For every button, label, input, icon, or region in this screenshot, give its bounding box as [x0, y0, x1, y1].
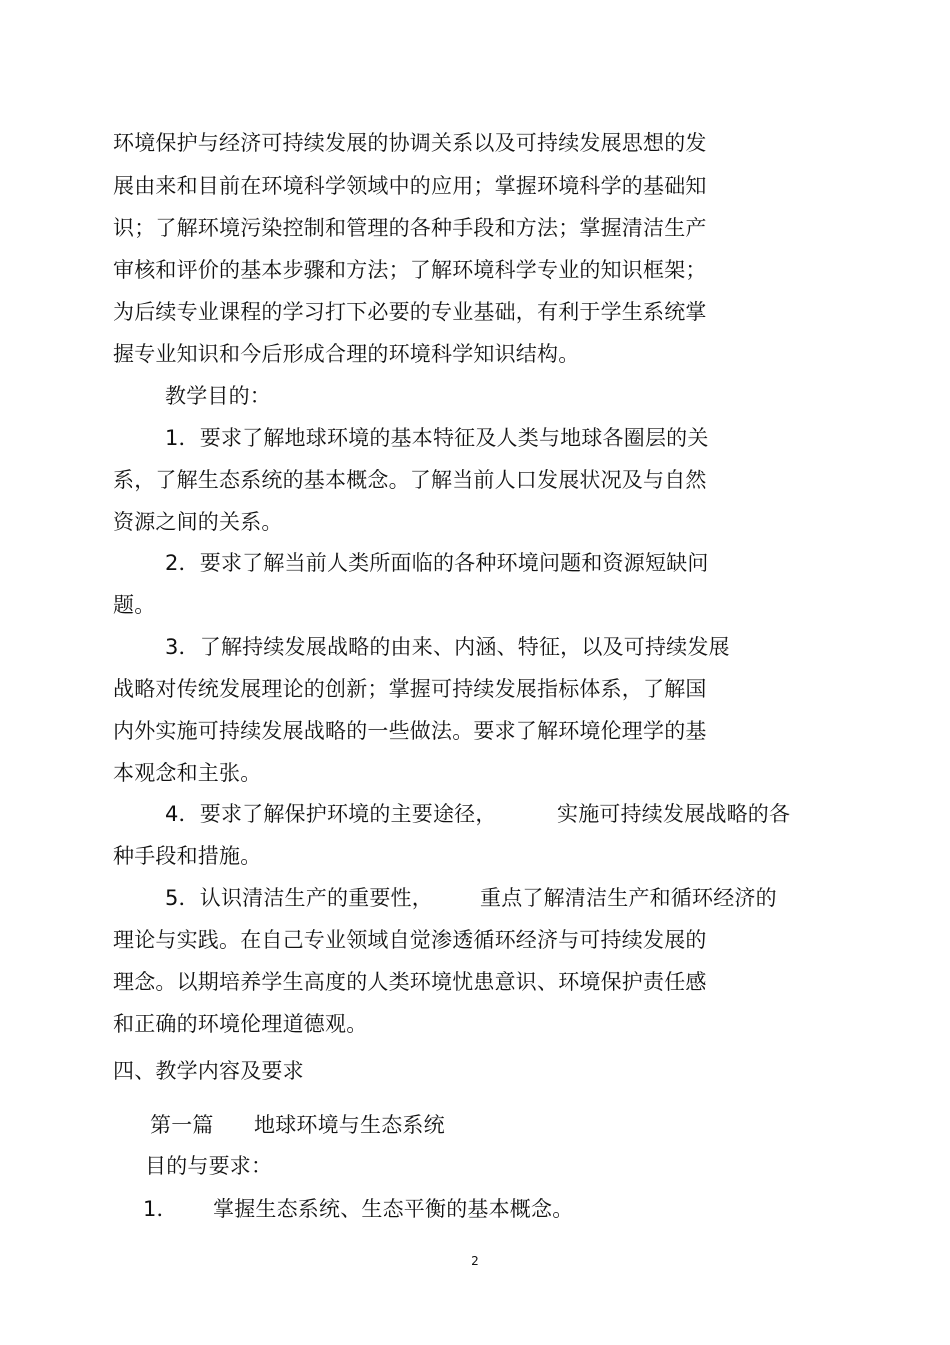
objective-1-line-3: 资源之间的关系。 — [113, 510, 283, 534]
goal-1-number: 1． — [143, 1197, 178, 1221]
part-one-title: 地球环境与生态系统 — [254, 1113, 445, 1137]
intro-line-5: 为后续专业课程的学习打下必要的专业基础，有利于学生系统掌 — [113, 300, 707, 324]
section-heading: 四、教学内容及要求 — [113, 1059, 304, 1083]
objective-2-line-2: 题。 — [113, 593, 156, 617]
objective-5-line-1-part-a: 5．认识清洁生产的重要性， — [165, 886, 433, 910]
objective-4-line-1-part-b: 实施可持续发展战略的各 — [557, 802, 791, 826]
part-one-label: 第一篇 — [150, 1113, 214, 1137]
objective-3-line-4: 本观念和主张。 — [113, 761, 262, 785]
intro-line-1: 环境保护与经济可持续发展的协调关系以及可持续发展思想的发 — [113, 131, 707, 155]
goal-1-text: 掌握生态系统、生态平衡的基本概念。 — [213, 1197, 574, 1221]
intro-line-6: 握专业知识和今后形成合理的环境科学知识结构。 — [113, 342, 580, 366]
intro-line-4: 审核和评价的基本步骤和方法；了解环境科学专业的知识框架； — [113, 258, 707, 282]
objective-2-line-1: 2．要求了解当前人类所面临的各种环境问题和资源短缺问 — [165, 551, 709, 575]
objective-5-line-4: 和正确的环境伦理道德观。 — [113, 1012, 368, 1036]
objective-1-line-1: 1．要求了解地球环境的基本特征及人类与地球各圈层的关 — [165, 426, 709, 450]
intro-line-2: 展由来和目前在环境科学领域中的应用；掌握环境科学的基础知 — [113, 174, 707, 198]
objective-3-line-3: 内外实施可持续发展战略的一些做法。要求了解环境伦理学的基 — [113, 719, 707, 743]
goals-heading: 目的与要求： — [145, 1154, 273, 1178]
objective-5-line-2: 理论与实践。在自己专业领域自觉渗透循环经济与可持续发展的 — [113, 928, 707, 952]
objectives-heading: 教学目的： — [165, 384, 271, 408]
objective-5-line-3: 理念。以期培养学生高度的人类环境忧患意识、环境保护责任感 — [113, 970, 707, 994]
objective-3-line-1: 3．了解持续发展战略的由来、内涵、特征，以及可持续发展 — [165, 635, 730, 659]
objective-4-line-2: 种手段和措施。 — [113, 844, 262, 868]
page-number: 2 — [471, 1254, 479, 1268]
objective-5-line-1-part-b: 重点了解清洁生产和循环经济的 — [480, 886, 777, 910]
objective-3-line-2: 战略对传统发展理论的创新；掌握可持续发展指标体系，了解国 — [113, 677, 707, 701]
objective-1-line-2: 系，了解生态系统的基本概念。了解当前人口发展状况及与自然 — [113, 468, 707, 492]
intro-line-3: 识；了解环境污染控制和管理的各种手段和方法；掌握清洁生产 — [113, 216, 707, 240]
objective-4-line-1-part-a: 4．要求了解保护环境的主要途径， — [165, 802, 497, 826]
